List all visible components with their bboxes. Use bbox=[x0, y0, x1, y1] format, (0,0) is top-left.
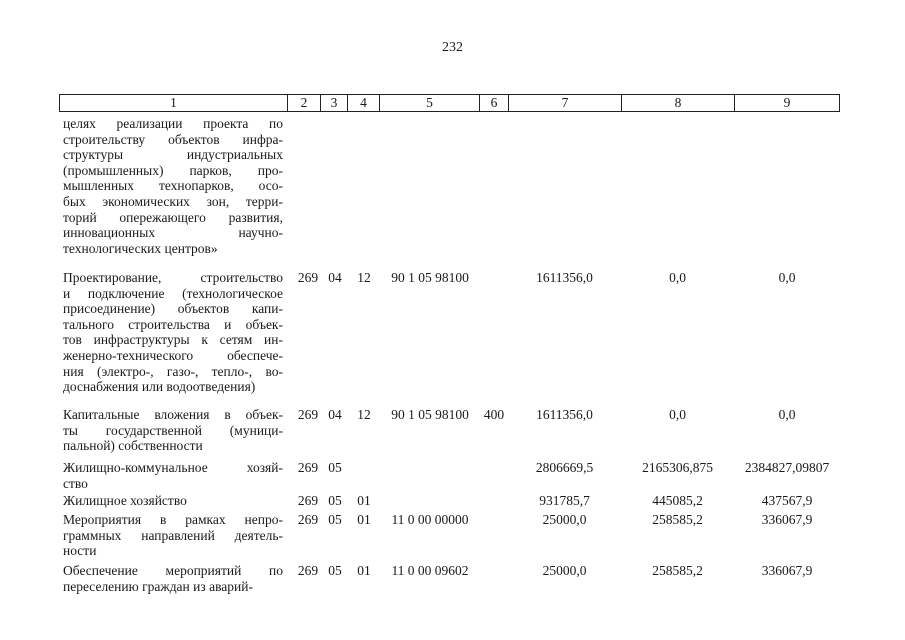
header-col-6: 6 bbox=[480, 95, 509, 111]
row-description bbox=[63, 270, 283, 395]
header-col-3: 3 bbox=[321, 95, 348, 111]
cell-col-8: 258585,2 bbox=[652, 563, 703, 578]
cell-col-8: 258585,2 bbox=[652, 512, 703, 527]
description-line: Жилищное хозяйство bbox=[63, 493, 187, 508]
description-line: Проектирование, строительство bbox=[63, 270, 283, 285]
description-line: ния (электро-, газо-, тепло-, во- bbox=[63, 363, 283, 379]
description-line: бых экономических зон, терри- bbox=[63, 193, 283, 209]
table-header bbox=[59, 94, 840, 112]
description-line: (промышленных) парков, про- bbox=[63, 162, 283, 178]
description-line: переселению граждан из аварий- bbox=[63, 578, 253, 594]
cell-col-9: 336067,9 bbox=[761, 512, 813, 527]
description-line: мышленных технопарков, осо- bbox=[63, 178, 283, 194]
description-line: Капитальные вложения в объек- bbox=[63, 407, 283, 422]
description-line: Обеспечение мероприятий по bbox=[63, 563, 283, 578]
cell-col-7: 931785,7 bbox=[539, 493, 590, 508]
description-line: пальной) собственности bbox=[63, 438, 203, 454]
cell-col-2: 269 bbox=[297, 460, 319, 475]
cell-col-7: 1611356,0 bbox=[536, 407, 593, 422]
description-line: ство bbox=[63, 475, 88, 491]
cell-col-5: 11 0 00 09602 bbox=[391, 563, 469, 578]
row-description bbox=[63, 563, 283, 594]
cell-col-3: 05 bbox=[328, 512, 342, 527]
cell-col-9: 0,0 bbox=[778, 270, 796, 285]
cell-col-3: 04 bbox=[328, 407, 342, 422]
cell-col-7: 25000,0 bbox=[542, 563, 587, 578]
cell-col-8: 2165306,875 bbox=[642, 460, 713, 475]
cell-col-2: 269 bbox=[297, 270, 319, 285]
cell-col-9: 437567,9 bbox=[761, 493, 813, 508]
header-col-2: 2 bbox=[288, 95, 321, 111]
description-line: присоединение) объектов капи- bbox=[63, 301, 283, 317]
description-line: целях реализации проекта по bbox=[63, 116, 283, 131]
cell-col-4: 01 bbox=[357, 493, 371, 508]
header-col-7: 7 bbox=[509, 95, 622, 111]
description-line: и подключение (технологическое bbox=[63, 285, 283, 301]
description-line: тов инфраструктуры к сетям ин- bbox=[63, 332, 283, 348]
header-col-8: 8 bbox=[622, 95, 735, 111]
description-line: инновационных научно- bbox=[63, 225, 283, 241]
page-number: 232 bbox=[442, 40, 463, 55]
description-line: тального строительства и объек- bbox=[63, 316, 283, 332]
cell-col-2: 269 bbox=[297, 493, 319, 508]
header-col-9: 9 bbox=[783, 95, 791, 110]
cell-col-3: 05 bbox=[328, 563, 342, 578]
description-line: женерно-технического обеспече- bbox=[63, 347, 283, 363]
header-col-5: 5 bbox=[380, 95, 480, 111]
row-description bbox=[63, 116, 283, 256]
cell-col-7: 25000,0 bbox=[542, 512, 587, 527]
cell-col-2: 269 bbox=[297, 512, 319, 527]
cell-col-5: 90 1 05 98100 bbox=[391, 407, 469, 422]
cell-col-7: 1611356,0 bbox=[536, 270, 593, 285]
description-line: технологических центров» bbox=[63, 240, 218, 256]
header-col-4: 4 bbox=[348, 95, 380, 111]
description-line: ты государственной (муници- bbox=[63, 422, 283, 438]
row-description bbox=[63, 407, 283, 454]
cell-col-8: 0,0 bbox=[669, 407, 686, 422]
cell-col-4: 01 bbox=[357, 563, 371, 578]
cell-col-3: 05 bbox=[328, 493, 342, 508]
cell-col-4: 12 bbox=[357, 407, 371, 422]
row-description bbox=[63, 493, 283, 509]
cell-col-3: 04 bbox=[328, 270, 342, 285]
cell-col-6: 400 bbox=[483, 407, 505, 422]
description-line: Жилищно-коммунальное хозяй- bbox=[63, 460, 283, 475]
header-col-1: 1 bbox=[60, 95, 288, 111]
cell-col-7: 2806669,5 bbox=[535, 460, 594, 475]
cell-col-8: 0,0 bbox=[669, 270, 686, 285]
cell-col-5: 11 0 00 00000 bbox=[391, 512, 469, 527]
cell-col-2: 269 bbox=[297, 407, 319, 422]
description-line: Мероприятия в рамках непро- bbox=[63, 512, 283, 527]
cell-col-4: 12 bbox=[357, 270, 371, 285]
description-line: торий опережающего развития, bbox=[63, 209, 283, 225]
cell-col-3: 05 bbox=[328, 460, 342, 475]
cell-col-9: 2384827,09807 bbox=[744, 460, 830, 475]
description-line: доснабжения или водоотведения) bbox=[63, 379, 256, 395]
cell-col-4: 01 bbox=[357, 512, 371, 527]
cell-col-9: 0,0 bbox=[778, 407, 796, 422]
cell-col-2: 269 bbox=[297, 563, 319, 578]
row-description bbox=[63, 460, 283, 491]
row-description bbox=[63, 512, 283, 559]
cell-col-5: 90 1 05 98100 bbox=[391, 270, 469, 285]
description-line: строительству объектов инфра- bbox=[63, 131, 283, 147]
description-line: граммных направлений деятель- bbox=[63, 527, 283, 543]
cell-col-8: 445085,2 bbox=[652, 493, 703, 508]
cell-col-9: 336067,9 bbox=[761, 563, 813, 578]
description-line: структуры индустриальных bbox=[63, 147, 283, 163]
description-line: ности bbox=[63, 543, 97, 559]
